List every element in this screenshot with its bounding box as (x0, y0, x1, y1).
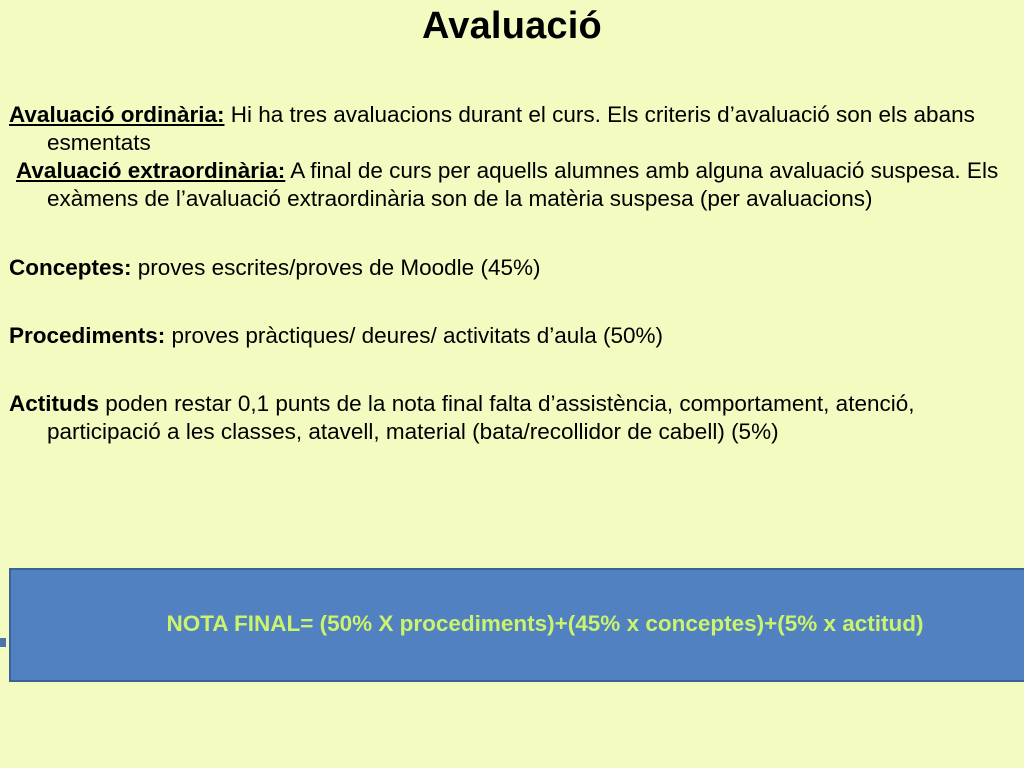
text-conceptes: proves escrites/proves de Moodle (45%) (131, 255, 541, 280)
text-avaluacio-ordinaria: Hi ha tres avaluacions durant el curs. Els criteris d’avaluació son els abans esmentats (47, 102, 975, 155)
nota-final-text: NOTA FINAL= (50% X procediments)+(45% x conceptes)+(5% x actitud) (166, 611, 924, 636)
label-actituds: Actituds (9, 391, 99, 416)
text-actituds: poden restar 0,1 punts de la nota final falta d’assistència, comportament, atenció, participació a les classes, atavell, material (bata/recollidor de cabell) (5%) (47, 391, 915, 444)
paragraph-conceptes (9, 254, 1009, 282)
slide-body (9, 101, 1009, 446)
paragraph-avaluacio-ordinaria (9, 101, 1009, 157)
label-avaluacio-ordinaria: Avaluació ordinària: (9, 102, 225, 127)
text-procediments: proves pràctiques/ deures/ activitats d’aula (50%) (165, 323, 664, 348)
label-avaluacio-extraordinaria: Avaluació extraordinària: (16, 158, 286, 183)
slide-title: Avaluació (422, 5, 602, 47)
paragraph-actituds (9, 390, 1009, 446)
paragraph-avaluacio-extraordinaria (9, 157, 1009, 213)
label-conceptes: Conceptes: (9, 255, 132, 280)
text-avaluacio-extraordinaria: A final de curs per aquells alumnes amb alguna avaluació suspesa. Els exàmens de l’avaluació extraordinària son de la matèria suspesa (per avaluacions) (47, 158, 999, 211)
label-procediments: Procediments: (9, 323, 166, 348)
paragraph-procediments (9, 322, 1009, 350)
